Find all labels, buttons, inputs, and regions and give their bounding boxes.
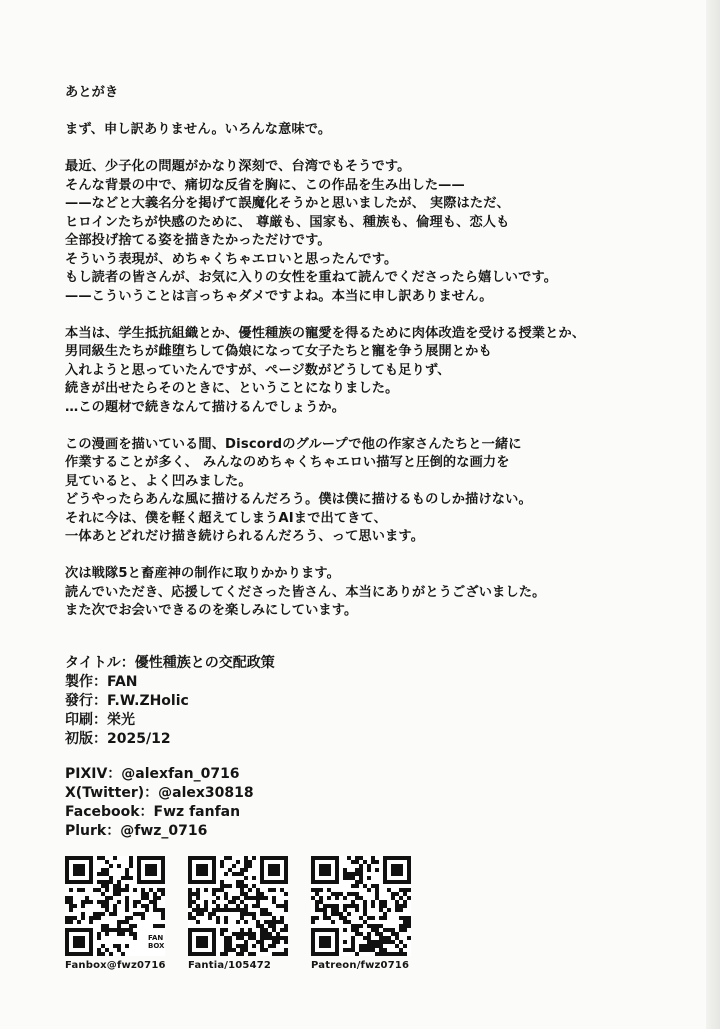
afterword-line: ——などと大義名分を掲げて誤魔化そうかと思いましたが、 実際はただ、 [65,196,510,211]
credit-line: 初版：2025/12 [65,731,171,747]
qr-code-icon [311,856,411,956]
qr-caption: Fantia/105472 [188,960,272,971]
afterword-paragraph [65,436,685,547]
afterword-line: 次は戦隊5と畜産神の制作に取りかかります。 [65,566,341,581]
fanbox-badge-text: BOX [148,942,165,950]
afterword-line: そういう表現が、めちゃくちゃエロいと思ったんです。 [65,251,398,267]
afterword-paragraph [65,325,685,418]
afterword-line: この漫画を描いている間、Discordのグループで他の作家さんたちと一緒に [65,436,522,452]
afterword-line: 男同級生たちが雌堕ちして偽娘になって女子たちと寵を争う展開とかも [65,344,492,359]
fanbox-badge-text: FAN [148,934,164,942]
afterword [65,84,685,639]
afterword-line: あとがき [65,85,119,100]
social-handle: PIXIV：@alexfan_0716 [65,766,240,782]
afterword-line: そんな背景の中で、痛切な反省を胸に、この作品を生み出した—— [65,177,465,193]
social-links [65,765,465,841]
page-edge [706,0,720,1029]
afterword-line: ——こういうことは言っちゃダメですよね。本当に申し訳ありません。 [65,288,493,304]
afterword-line: 続きが出せたらそのときに、ということになりました。 [65,381,399,396]
afterword-line: 見ていると、よく凹みました。 [65,473,252,489]
afterword-line: まず、申し訳ありません。いろんな意味で。 [65,122,332,137]
qr-caption: Fanbox@fwz0716 [65,960,166,971]
afterword-line: 本当は、学生抵抗組織とか、優性種族の寵愛を得るために肉体改造を受ける授業とか、 [65,325,586,341]
afterword-line: 一体あとどれだけ描き続けられるんだろう、って思います。 [65,529,425,544]
qr-code-icon [188,856,288,956]
qr-caption: Patreon/fwz0716 [311,960,410,971]
social-handle: X(Twitter)：@alex30818 [65,785,254,801]
credit-line: タイトル：優性種族との交配政策 [65,655,275,671]
afterword-paragraph [65,121,685,140]
afterword-line: …この題材で続きなんて描けるんでしょうか。 [65,399,346,415]
social-handle: Facebook：Fwz fanfan [65,804,241,820]
fanbox-badge [148,934,168,950]
qr-code-3 [311,856,411,971]
credit-line: 印刷：栄光 [65,712,135,728]
afterword-paragraph [65,158,685,306]
social-handle: Plurk：@fwz_0716 [65,823,208,839]
afterword-line: それに今は、僕を軽く超えてしまうAIまで出てきて、 [65,510,387,526]
afterword-line: 全部投げ捨てる姿を描きたかっただけです。 [65,233,331,248]
credit-line: 發行：F.W.ZHolic [65,693,189,709]
credit-line: 製作：FAN [65,674,138,690]
credits-block [65,654,465,749]
afterword-line: また次でお会いできるのを楽しみにしています。 [65,603,358,618]
qr-code-2 [188,856,288,971]
afterword-line: 作業することが多く、 みんなのめちゃくちゃエロい描写と圧倒的な画力を [65,455,510,470]
afterword-line: どうやったらあんな風に描けるんだろう。僕は僕に描けるものしか描けない。 [65,492,532,507]
afterword-paragraph [65,565,685,621]
afterword-line: もし読者の皆さんが、お気に入りの女性を重ねて読んでくださったら嬉しいです。 [65,270,558,285]
afterword-line: ヒロインたちが快感のために、 尊厳も、国家も、種族も、倫理も、恋人も [65,214,510,230]
afterword-line: 読んでいただき、応援してくださった皆さん、本当にありがとうございました。 [65,584,546,600]
qr-code-1 [65,856,165,971]
afterword-heading [65,84,685,103]
afterword-line: 最近、少子化の問題がかなり深刻で、台湾でもそうです。 [65,159,411,174]
afterword-line: 入れようと思っていたんですが、ページ数がどうしても足りず、 [65,362,451,378]
